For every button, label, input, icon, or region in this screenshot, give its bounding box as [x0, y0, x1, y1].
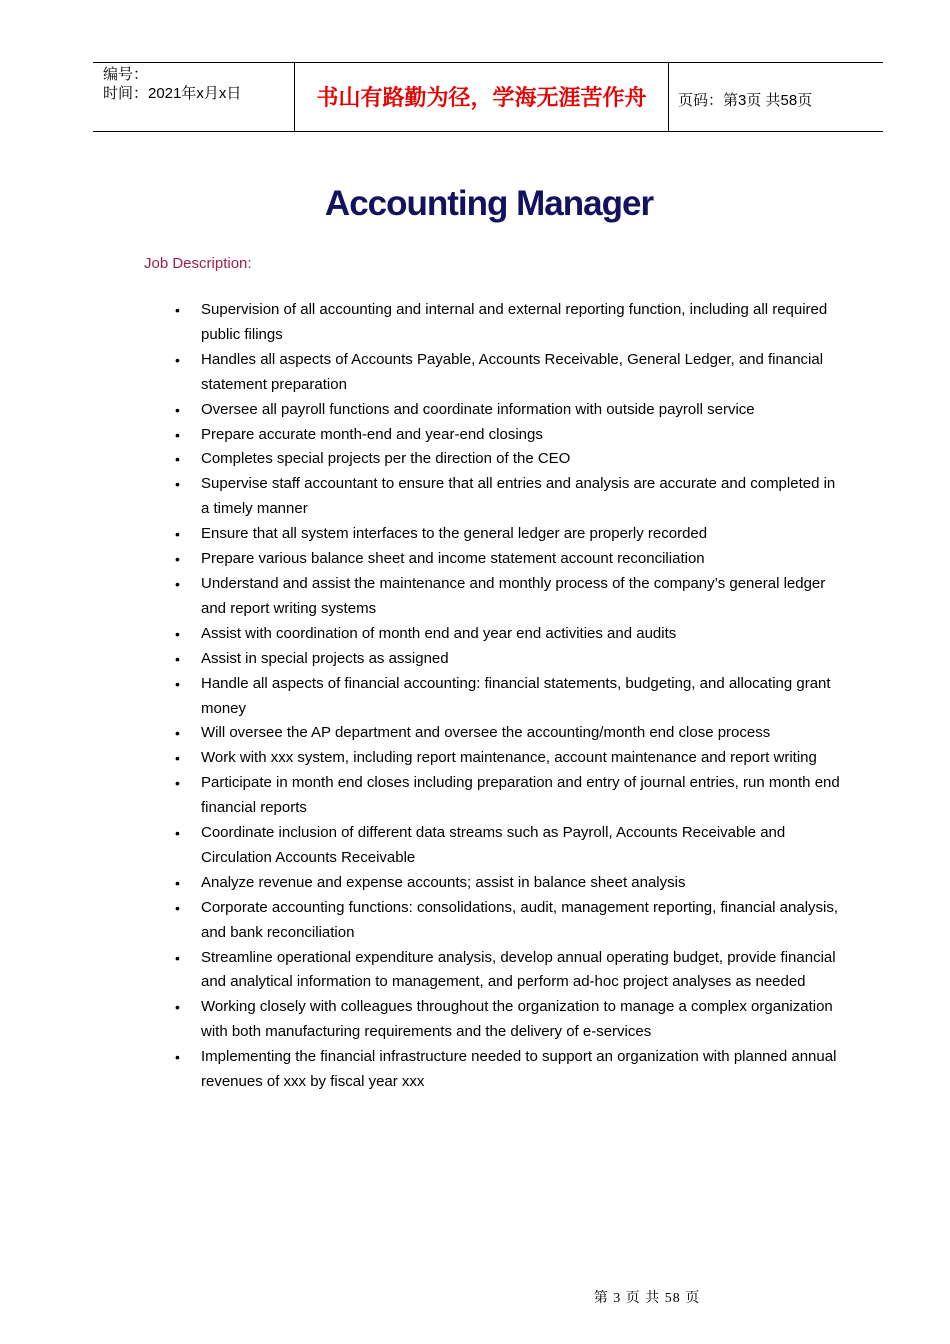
bullet-icon: • — [175, 775, 180, 792]
duty-text: Work with xxx system, including report maintenance, account maintenance and report writing — [201, 749, 817, 767]
bullet-icon: • — [175, 401, 180, 418]
duty-text: Assist in special projects as assigned — [201, 649, 449, 667]
header-right-cell — [668, 63, 883, 131]
duty-text: Supervision of all accounting and internal and external reporting function, including all required public filings — [201, 301, 828, 343]
bullet-icon: • — [175, 750, 180, 767]
page-header — [93, 62, 883, 132]
section-heading: Job Description: — [144, 255, 252, 272]
duty-item — [175, 821, 840, 871]
duty-item — [175, 746, 840, 771]
duty-text: Analyze revenue and expense accounts; assist in balance sheet analysis — [201, 873, 686, 891]
duty-text: Prepare various balance sheet and income statement account reconciliation — [201, 550, 705, 568]
header-middle-cell — [294, 63, 669, 131]
bullet-icon: • — [175, 575, 180, 592]
duty-text: Handles all aspects of Accounts Payable, Accounts Receivable, General Ledger, and financial statement preparation — [201, 350, 824, 393]
duty-item — [175, 672, 840, 722]
duty-item — [175, 622, 840, 647]
bullet-icon: • — [175, 426, 180, 443]
duty-text: Prepare accurate month-end and year-end closings — [201, 425, 543, 443]
bullet-icon: • — [175, 526, 180, 543]
bullet-icon: • — [175, 675, 180, 692]
bullet-icon: • — [175, 650, 180, 667]
duty-text: Will oversee the AP department and oversee the accounting/month end close process — [201, 724, 771, 742]
bullet-icon: • — [175, 551, 180, 568]
duty-item — [175, 572, 840, 622]
header-left-cell — [93, 63, 294, 131]
duty-item — [175, 871, 840, 896]
duty-item — [175, 398, 840, 423]
bullet-icon: • — [175, 949, 180, 966]
bullet-icon: • — [175, 625, 180, 642]
bullet-icon: • — [175, 725, 180, 742]
bullet-icon: • — [175, 899, 180, 916]
duty-item — [175, 348, 840, 398]
bullet-icon: • — [175, 476, 180, 493]
bullet-icon: • — [175, 451, 180, 468]
motto: 书山有路勤为径，学海无涯苦作舟 — [316, 86, 647, 111]
duty-text: Implementing the financial infrastructure needed to support an organization with planned annual revenues of xxx by fiscal year xxx — [201, 1048, 837, 1091]
duty-text: Participate in month end closes including preparation and entry of journal entries, run month end financial reports — [201, 774, 840, 817]
duty-text: Understand and assist the maintenance and monthly process of the company’s general ledger and report writing systems — [201, 574, 826, 617]
duty-item — [175, 298, 840, 348]
duty-item — [175, 946, 840, 996]
bullet-icon: • — [175, 874, 180, 891]
duty-text: Coordinate inclusion of different data streams such as Payroll, Accounts Receivable and Circulation Accounts Receivable — [201, 824, 786, 866]
duty-text: Streamline operational expenditure analysis, develop annual operating budget, provide financial and analytical information to management, and perform ad-hoc project analyses as needed — [201, 948, 836, 991]
duties-list — [175, 298, 840, 1095]
duty-item — [175, 896, 840, 946]
duty-item — [175, 423, 840, 448]
time-label: 时间：2021年x月x日 — [103, 85, 242, 102]
duty-text: Working closely with colleagues throughout the organization to manage a complex organization with both manufacturing requirements and the delivery of e-services — [201, 998, 833, 1041]
duty-text: Completes special projects per the direction of the CEO — [201, 450, 571, 468]
duty-text: Handle all aspects of financial accounting: financial statements, budgeting, and allocating grant money — [201, 674, 831, 717]
page-info: 页码：第3页 共58页 — [678, 92, 813, 109]
duty-item — [175, 647, 840, 672]
duty-item — [175, 522, 840, 547]
duty-item — [175, 771, 840, 821]
document-title: Accounting Manager — [324, 184, 654, 223]
duty-text: Assist with coordination of month end and year end activities and audits — [201, 624, 677, 642]
duty-item — [175, 472, 840, 522]
duty-text: Oversee all payroll functions and coordinate information with outside payroll service — [201, 400, 755, 418]
page-footer: 第 3 页 共 58 页 — [593, 1291, 701, 1306]
duty-text: Supervise staff accountant to ensure that all entries and analysis are accurate and completed in a timely manner — [201, 475, 836, 518]
duty-item — [175, 447, 840, 472]
duty-item — [175, 721, 840, 746]
duty-text: Corporate accounting functions: consolidations, audit, management reporting, financial analysis, and bank reconciliation — [201, 898, 839, 941]
doc-number-label: 编号： — [103, 66, 149, 83]
bullet-icon: • — [175, 351, 180, 368]
bullet-icon: • — [175, 1049, 180, 1066]
bullet-icon: • — [175, 302, 180, 318]
duty-item — [175, 547, 840, 572]
duty-text: Ensure that all system interfaces to the general ledger are properly recorded — [201, 525, 708, 543]
bullet-icon: • — [175, 825, 180, 842]
duty-item — [175, 995, 840, 1045]
bullet-icon: • — [175, 999, 180, 1016]
duty-item — [175, 1045, 840, 1095]
